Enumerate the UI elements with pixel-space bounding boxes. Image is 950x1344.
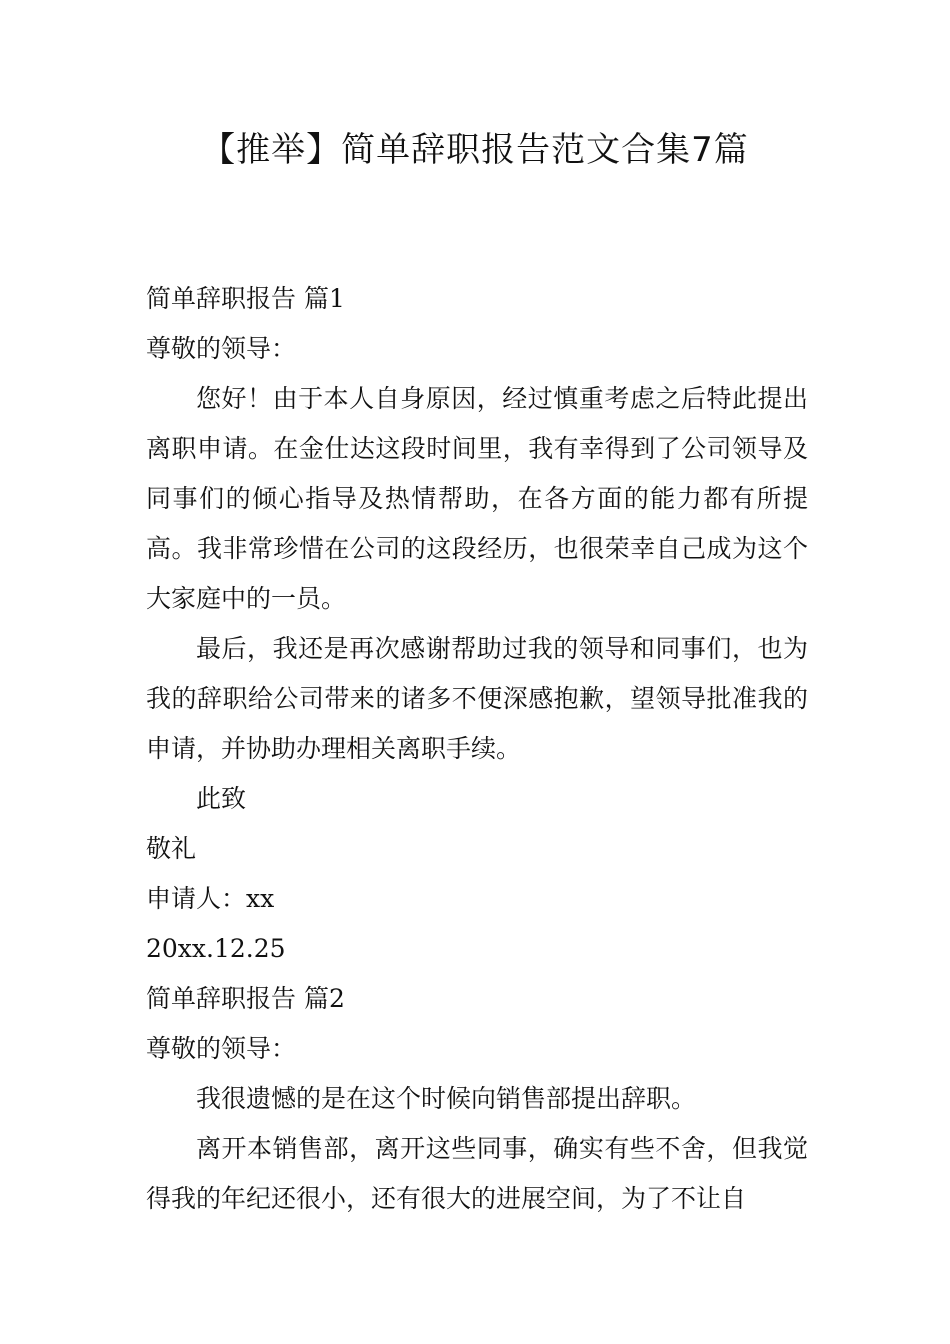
section-1-salutation: 尊敬的领导：	[146, 334, 297, 363]
section-1-applicant: 申请人：xx	[146, 884, 275, 913]
section-2-heading: 简单辞职报告 篇2	[146, 984, 345, 1013]
section-1-paragraph-1: 您好！由于本人自身原因，经过慎重考虑之后特此提出离职申请。在金仕达这段时间里，我有幸得到了公司领导及同事们的倾心指导及热情帮助，在各方面的能力都有所提高。我非常珍惜在公司的这段经历，也很荣幸自己成为这个大家庭中的一员。	[146, 384, 808, 613]
section-1-heading: 简单辞职报告 篇1	[146, 284, 345, 313]
section-1-date: 20xx.12.25	[146, 934, 286, 963]
section-1-paragraph-2: 最后，我还是再次感谢帮助过我的领导和同事们，也为我的辞职给公司带来的诸多不便深感抱歉，望领导批准我的申请，并协助办理相关离职手续。	[146, 634, 808, 763]
section-2-paragraph-2: 离开本销售部，离开这些同事，确实有些不舍，但我觉得我的年纪还很小，还有很大的进展空间，为了不让自	[146, 1134, 808, 1213]
section-2-paragraph-1: 我很遗憾的是在这个时候向销售部提出辞职。	[196, 1084, 697, 1113]
section-2-salutation: 尊敬的领导：	[146, 1034, 297, 1063]
section-1-closing-2: 敬礼	[146, 834, 197, 863]
section-1-closing-1: 此致	[196, 784, 247, 813]
document-title: 【推举】简单辞职报告范文合集7篇	[201, 130, 749, 170]
document-body	[146, 274, 808, 1224]
